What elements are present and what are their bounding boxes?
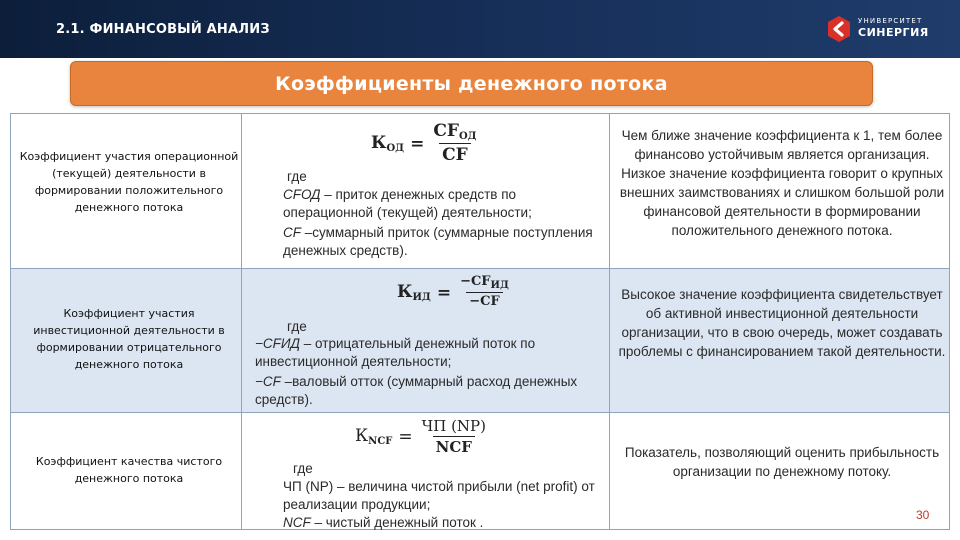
slide-banner [70, 61, 873, 106]
coefficient-interpretation: Чем ближе значение коэффициента к 1, тем более финансово устойчивым является организация. Низкое значение коэффициента говорит о крупных внешних заимствованиях и слишком большой роли финансовой деятельности в формировании положительного денежного потока. [619, 128, 945, 238]
university-logo [826, 14, 938, 44]
coefficient-formula [397, 274, 512, 311]
formula-fraction: $\frac{-CF_{ИД}}{-CF}$ [460, 274, 509, 309]
where-label: где [287, 319, 307, 334]
formula-fraction: $\frac{ЧП (NP)}{\text{NCF}}$ [421, 417, 486, 456]
coefficient-interpretation: Показатель, позволяющий оценить прибыльность организации по денежному потоку. [624, 445, 940, 479]
coefficient-formula [355, 417, 489, 456]
formula-equals: = [398, 426, 413, 447]
coefficients-table [10, 113, 950, 530]
table-row [11, 412, 949, 529]
slide-title: Коэффициенты денежного потока [275, 73, 668, 95]
column-divider [609, 413, 610, 529]
formula-lhs: $К_{ИД}$ [397, 282, 431, 303]
where-label: где [287, 169, 307, 184]
table-row [11, 268, 949, 412]
column-divider [609, 114, 610, 268]
where-label: где [293, 461, 313, 476]
variable-description: CFОД – приток денежных средств по операционной (текущей) деятельности; [283, 187, 532, 220]
page-number: 30 [916, 508, 930, 522]
coefficient-interpretation: Высокое значение коэффициента свидетельствует об активной инвестиционной деятельности организации, что в свою очередь, может создавать проблемы с финансированием такой деятельности. [618, 287, 946, 359]
formula-lhs: $К_{ОД}$ [371, 133, 405, 154]
header-bar [0, 0, 960, 58]
coefficient-name: Коэффициент качества чистого денежного потока [35, 455, 223, 485]
coefficient-formula [371, 121, 480, 166]
logo-text-top: УНИВЕРСИТЕТ [858, 17, 923, 25]
logo-text-bottom: СИНЕРГИЯ [858, 26, 929, 39]
variable-description: CF –суммарный приток (суммарные поступления денежных средств). [283, 225, 593, 258]
column-divider [609, 269, 610, 412]
chevron-left-icon [826, 14, 852, 44]
variable-description: −CF –валовый отток (суммарный расход денежных средств). [255, 374, 578, 407]
coefficient-name: Коэффициент участия инвестиционной деятельности в формировании отрицательного денежного потока [33, 307, 225, 371]
formula-fraction: $\frac{CF_{ОД}}{CF}$ [433, 121, 477, 165]
variable-description: ЧП (NP) – величина чистой прибыли (net profit) от реализации продукции; [283, 479, 595, 512]
variable-description: −CFИД – отрицательный денежный поток по инвестиционной деятельности; [255, 336, 536, 369]
variable-description: NCF – чистый денежный поток . [283, 515, 484, 530]
section-title: 2.1. ФИНАНСОВЫЙ АНАЛИЗ [56, 22, 270, 37]
formula-equals: = [436, 282, 452, 303]
formula-lhs: $К_{NCF}$ [355, 426, 393, 447]
formula-equals: = [410, 133, 425, 154]
table-row [11, 114, 949, 268]
coefficient-name: Коэффициент участия операционной (текущей) деятельности в формировании положительного денежного потока [19, 150, 239, 214]
